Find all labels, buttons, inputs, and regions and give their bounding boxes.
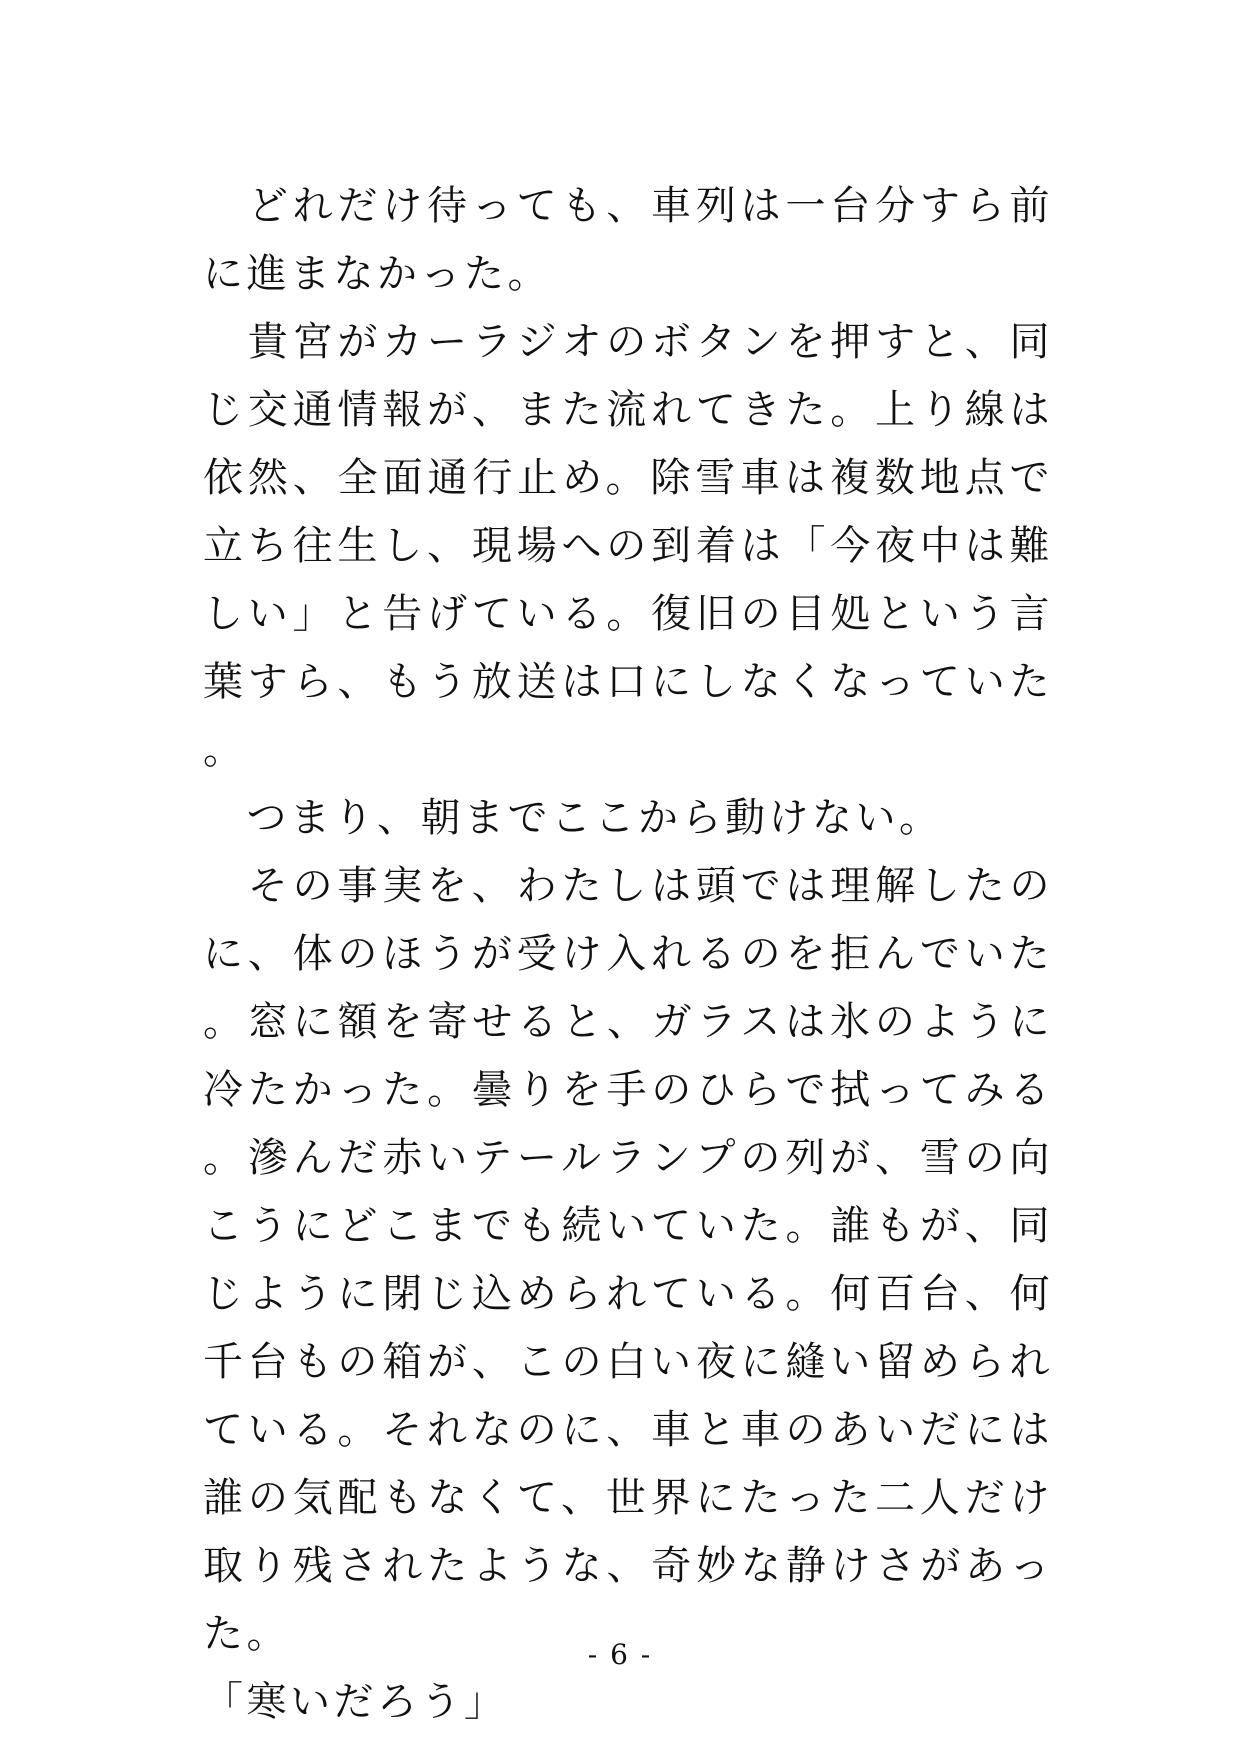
body-text <box>203 172 1053 1736</box>
paragraph-4: その事実を、わたしは頭では理解したのに、体のほうが受け入れるのを拒んでいた。窓に額を寄せると、ガラスは氷のように冷たかった。曇りを手のひらで拭ってみる。滲んだ赤いテールランプの列が、雪の向こうにどこまでも続いていた。誰もが、同じように閉じ込められている。何百台、何千台もの箱が、この白い夜に縫い留められている。それなのに、車と車のあいだには誰の気配もなくて、世界にたった二人だけ取り残されたような、奇妙な静けさがあった。 <box>203 863 1053 1657</box>
paragraph-2: 貴宮がカーラジオのボタンを押すと、同じ交通情報が、また流れてきた。上り線は依然、全面通行止め。除雪車は複数地点で立ち往生し、現場への到着は「今夜中は難しい」と告げている。復旧の目処という言葉すら、もう放送は口にしなくなっていた。 <box>203 319 1053 773</box>
paragraph-1: どれだけ待っても、車列は一台分すら前に進まなかった。 <box>203 183 1053 297</box>
dialogue-line: 「寒いだろう」 <box>203 1679 508 1725</box>
paragraph-3: つまり、朝までここから動けない。 <box>203 795 943 841</box>
page-number: - 6 - <box>587 1638 653 1671</box>
